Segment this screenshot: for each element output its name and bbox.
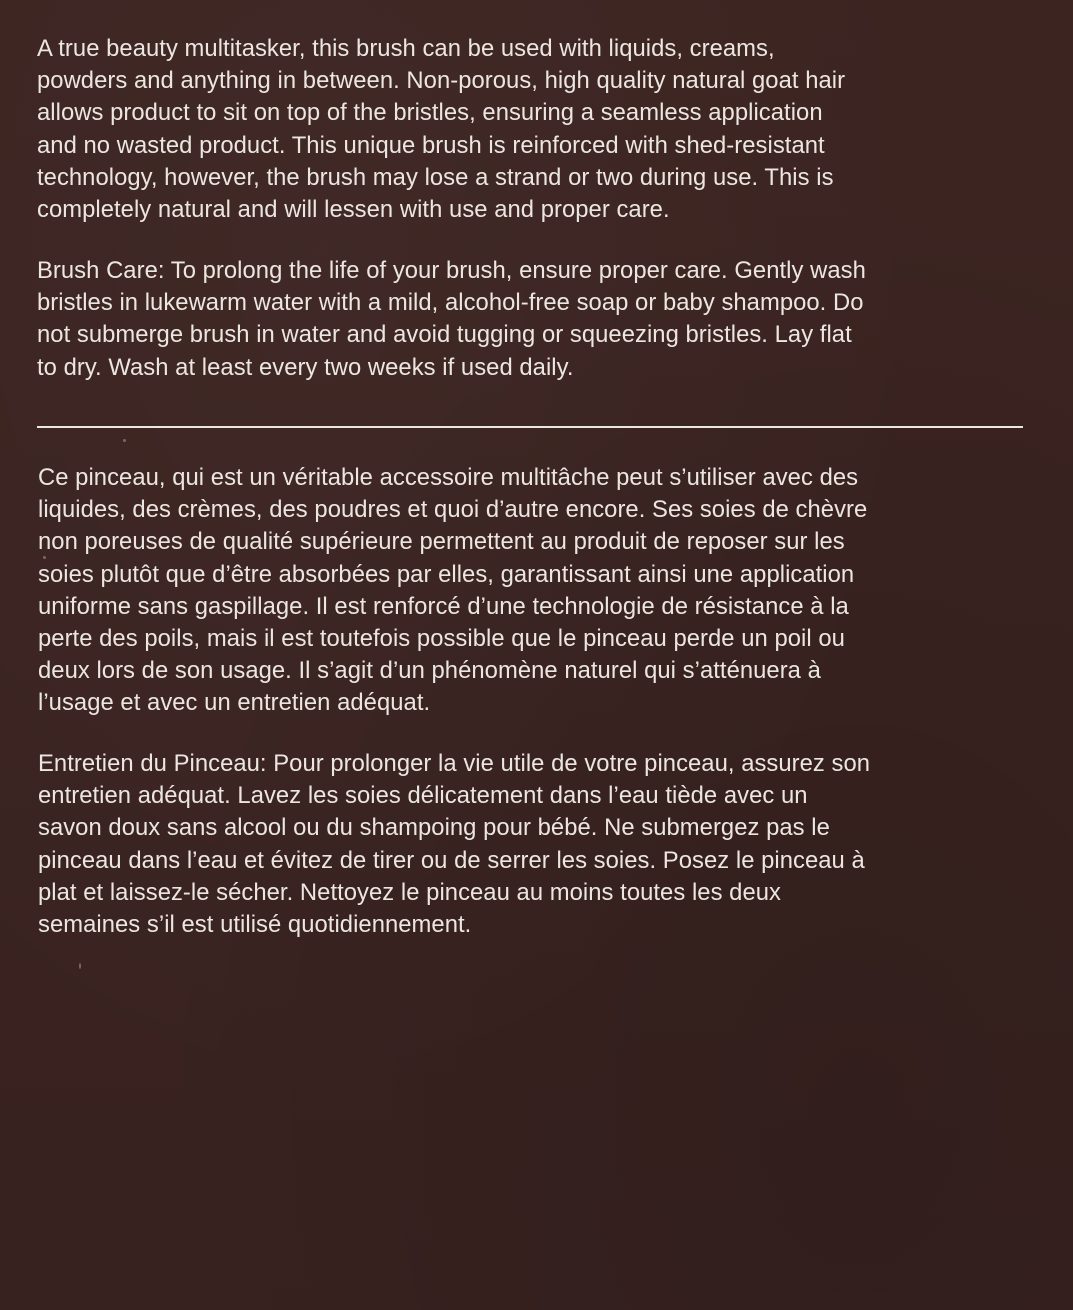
dust-speck	[43, 556, 46, 559]
dust-speck	[79, 963, 81, 969]
french-description-paragraph: Ce pinceau, qui est un véritable accessoire multitâche peut s’utiliser avec des liquides, des crèmes, des poudres et quoi d’autre encore. Ses soies de chèvre non poreuses de qualité supérieure permettent au produit de reposer sur les soies plutôt que d’être absorbées par elles, garantissant ainsi une application uniforme sans gaspillage. Il est renforcé d’une technologie de résistance à la perte des poils, mais il est toutefois possible que le pinceau perde un poil ou deux lors de son usage. Il s’agit d’un phénomène naturel qui s’atténuera à l’usage et avec un entretien adéquat.	[38, 464, 868, 717]
english-brush-care-paragraph: Brush Care: To prolong the life of your brush, ensure proper care. Gently wash bristles in lukewarm water with a mild, alcohol-free soap or baby shampoo. Do not submerge brush in water and avoid tugging or squeezing bristles. Lay flat to dry. Wash at least every two weeks if used daily.	[37, 257, 866, 381]
language-divider	[37, 426, 1023, 428]
french-brush-care-paragraph: Entretien du Pinceau: Pour prolonger la vie utile de votre pinceau, assurez son entretien adéquat. Lavez les soies délicatement dans l’eau tiède avec un savon doux sans alcool ou du shampoing pour bébé. Ne submergez pas le pinceau dans l’eau et évitez de tirer ou de serrer les soies. Posez le pinceau à plat et laissez-le sécher. Nettoyez le pinceau au moins toutes les deux semaines s’il est utilisé quotidiennement.	[38, 750, 871, 939]
dust-speck	[123, 439, 126, 442]
english-description-paragraph: A true beauty multitasker, this brush can be used with liquids, creams, powders and anything in between. Non-porous, high quality natural goat hair allows product to sit on top of the bristles, ensuring a seamless application and no wasted product. This unique brush is reinforced with shed-resistant technology, however, the brush may lose a strand or two during use. This is completely natural and will lessen with use and proper care.	[37, 35, 846, 224]
